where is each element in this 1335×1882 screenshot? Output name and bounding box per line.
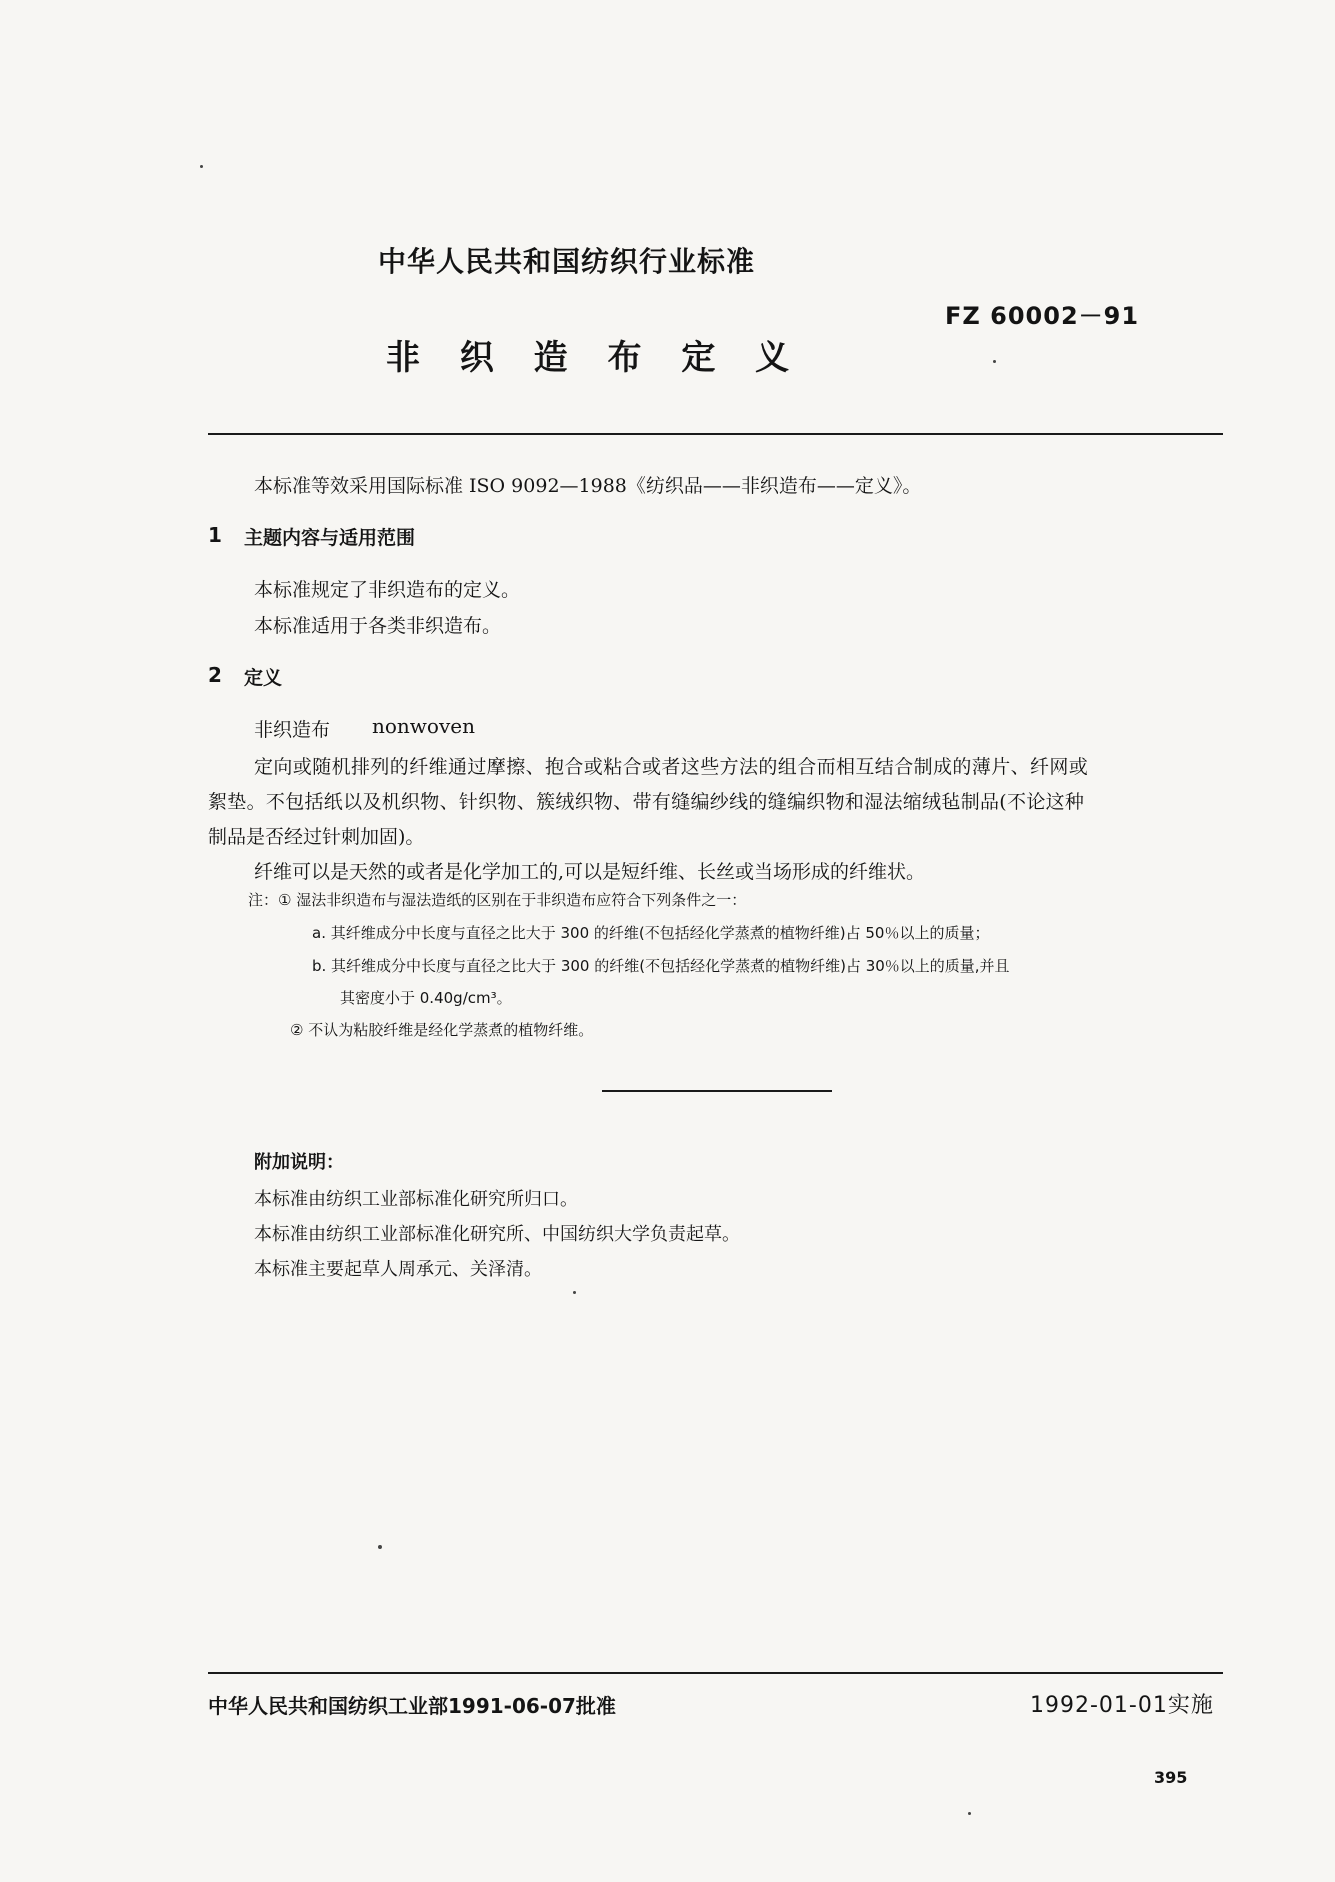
- term-chinese: 非织造布: [254, 719, 331, 741]
- section-2-number: 2: [208, 663, 222, 687]
- page-number: 395: [1154, 1768, 1188, 1787]
- scan-speck: [378, 1545, 382, 1549]
- note-item-b-line-1: b. 其纤维成分中长度与直径之比大于 300 的纤维(不包括经化学蒸煮的植物纤维)占 30％以上的质量,并且: [312, 957, 1010, 975]
- section-1-heading: 主题内容与适用范围: [244, 527, 416, 549]
- additional-line-2: 本标准由纺织工业部标准化研究所、中国纺织大学负责起草。: [254, 1224, 740, 1245]
- note-item-a: a. 其纤维成分中长度与直径之比大于 300 的纤维(不包括经化学蒸煮的植物纤维)占 50％以上的质量；: [312, 924, 990, 942]
- scan-speck: [200, 165, 203, 168]
- note-item-b-line-2: 其密度小于 0.40g/cm³。: [340, 989, 512, 1007]
- section-1-number: 1: [208, 523, 222, 547]
- additional-line-3: 本标准主要起草人周承元、关泽清。: [254, 1259, 542, 1280]
- footer-divider: [208, 1672, 1223, 1674]
- document-title: 非 织 造 布 定 义: [386, 338, 804, 378]
- end-of-text-divider: [602, 1090, 832, 1092]
- scan-speck: [968, 1812, 971, 1815]
- approval-line: 中华人民共和国纺织工业部1991-06-07批准: [208, 1694, 616, 1718]
- section-1-line-2: 本标准适用于各类非织造布。: [254, 615, 502, 637]
- scan-speck: [993, 360, 996, 363]
- additional-notes-heading: 附加说明：: [254, 1152, 344, 1173]
- industry-standard-title: 中华人民共和国纺织行业标准: [378, 245, 756, 278]
- section-1-line-1: 本标准规定了非织造布的定义。: [254, 579, 521, 601]
- note-2: ② 不认为粘胶纤维是经化学蒸煮的植物纤维。: [290, 1021, 594, 1039]
- header-divider: [208, 433, 1223, 435]
- additional-line-1: 本标准由纺织工业部标准化研究所归口。: [254, 1189, 578, 1210]
- standard-code: FZ 60002－91: [945, 302, 1140, 330]
- fiber-paragraph: 纤维可以是天然的或者是化学加工的,可以是短纤维、长丝或当场形成的纤维状。: [254, 861, 926, 883]
- scan-speck: [573, 1291, 576, 1294]
- definition-line-1: 定向或随机排列的纤维通过摩擦、抱合或粘合或者这些方法的组合而相互结合制成的薄片、纤网或: [254, 756, 1089, 778]
- note-1: 注：① 湿法非织造布与湿法造纸的区别在于非织造布应符合下列条件之一：: [248, 891, 747, 909]
- intro-paragraph: 本标准等效采用国际标准 ISO 9092—1988《纺织品——非织造布——定义》。: [254, 475, 922, 497]
- term-english: nonwoven: [372, 714, 475, 738]
- definition-line-3: 制品是否经过针刺加固)。: [208, 826, 425, 848]
- definition-line-2: 絮垫。不包括纸以及机织物、针织物、簇绒织物、带有缝编纱线的缝编织物和湿法缩绒毡制品(不论这种: [208, 791, 1085, 813]
- section-2-heading: 定义: [244, 667, 283, 689]
- implementation-date: 1992-01-01实施: [1030, 1693, 1214, 1718]
